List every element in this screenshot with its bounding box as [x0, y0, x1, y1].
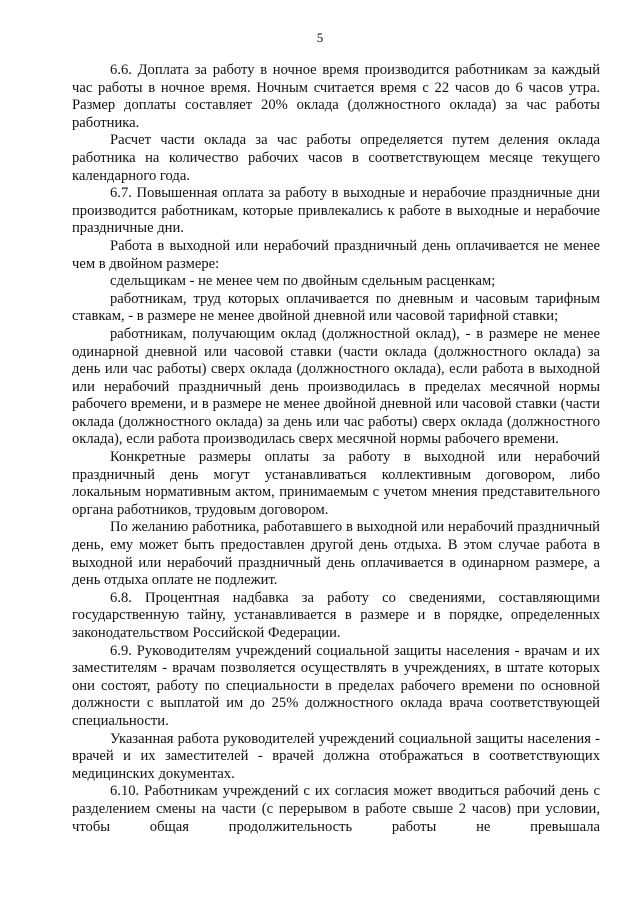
paragraph-salaried-workers: работникам, получающим оклад (должностной оклад), - в размере не менее одинарной дневной или часовой ставки (части оклада (должностного оклада) за день или час работы) сверх оклада (должностного оклада), если работа в выходной или нерабочий праздничный день производилась в пределах месячной нормы рабочего времени, и в размере не менее двойной дневной или часовой ставки (части оклада (должностного оклада) за день или час работы) сверх оклада (должностного оклада), если работа производилась сверх месячной нормы рабочего времени.: [72, 325, 600, 448]
paragraph-hourly-rate-calculation: Расчет части оклада за час работы определяется путем деления оклада работника на количество рабочих часов в соответствующем месяце текущего календарного года.: [72, 132, 600, 184]
paragraph-double-pay-rule: Работа в выходной или нерабочий праздничный день оплачивается не менее чем в двойном размере:: [72, 237, 600, 272]
paragraph-day-off-option: По желанию работника, работавшего в выходной или нерабочий праздничный день, ему может быть предоставлен другой день отдыха. В этом случае работа в выходной или нерабочий праздничный день оплачивается в одинарном размере, а день отдыха оплате не подлежит.: [72, 519, 600, 589]
paragraph-tariff-workers: работникам, труд которых оплачивается по дневным и часовым тарифным ставкам, - в размере не менее двойной дневной или часовой тарифной ставки;: [72, 290, 600, 325]
paragraph-6-10: 6.10. Работникам учреждений с их согласия может вводиться рабочий день с разделением смены на части (с перерывом в работе свыше 2 часов) при условии, чтобы общая продолжительность работы не превышала: [72, 783, 600, 835]
paragraph-6-8: 6.8. Процентная надбавка за работу со сведениями, составляющими государственную тайну, устанавливается в размере и в порядке, определенных законодательством Российской Федерации.: [72, 589, 600, 641]
paragraph-6-6: 6.6. Доплата за работу в ночное время производится работникам за каждый час работы в ночное время. Ночным считается время с 22 часов до 6 часов утра. Размер доплаты составляет 20% оклада (должностного оклада) за час работы работника.: [72, 62, 600, 131]
paragraph-6-9: 6.9. Руководителям учреждений социальной защиты населения - врачам и их заместителям - врачам позволяется осуществлять в учреждениях, в штате которых они состоят, работу по специальности в пределах рабочего времени по основной должности с выплатой им до 25% должностного оклада врача соответствующей специальности.: [72, 642, 600, 729]
paragraph-6-7: 6.7. Повышенная оплата за работу в выходные и нерабочие праздничные дни производится работникам, которые привлекались к работе в выходные и нерабочие праздничные дни.: [72, 185, 600, 237]
document-body: [72, 62, 600, 836]
paragraph-specific-amounts: Конкретные размеры оплаты за работу в выходной или нерабочий праздничный день могут устанавливаться коллективным договором, либо локальным нормативным актом, принимаемым с учетом мнения представительного органа работников, трудовым договором.: [72, 449, 600, 518]
page-number: 5: [316, 30, 324, 45]
paragraph-piece-workers: сдельщикам - не менее чем по двойным сдельным расценкам;: [110, 273, 496, 290]
paragraph-medical-documents: Указанная работа руководителей учреждений социальной защиты населения - врачей и их заместителей - врачей должна отображаться в соответствующих медицинских документах.: [72, 730, 600, 782]
